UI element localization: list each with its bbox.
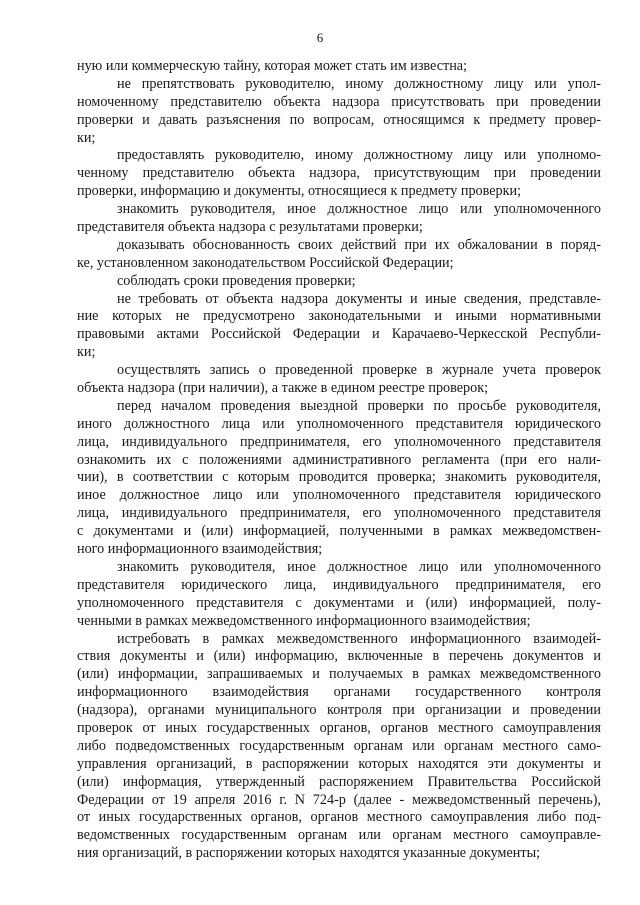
text-line: знакомить руководителя, иное должностное лицо или уполномоченного [117,201,601,218]
text-line: чии), в соответствии с которым проводится проверка; знакомить руководителя, [77,469,601,486]
text-line: не требовать от объекта надзора документы и иные сведения, представле- [117,290,601,307]
text-line: ния организаций, в распоряжении которых находятся указанные документы; [77,845,541,862]
text-line: иного должностного лица или уполномоченного представителя юридического [77,415,601,432]
text-line: представителя объекта надзора с результатами проверки; [77,219,423,236]
text-line: ке, установленном законодательством Российской Федерации; [77,254,454,271]
text-line: ствия документы и (или) информацию, включенные в перечень документов и [77,648,601,665]
text-line: (или) информации, запрашиваемых и получаемых в рамках межведомственного [77,666,601,683]
text-line: с документами и (или) информацией, полученными в рамках межведомствен- [77,523,601,540]
text-line: не препятствовать руководителю, иному должностному лицу или упол- [117,75,601,92]
text-line: либо подведомственных государственным органам или органам местного само- [77,737,601,754]
text-line: (или) информация, утвержденный распоряжением Правительства Российской [77,773,601,790]
text-line: ки; [77,129,96,146]
text-line: проверки и давать разъяснения по вопросам, относящимся к предмету провер- [77,111,601,128]
text-line: ченными в рамках межведомственного информационного взаимодействия; [77,612,531,629]
text-line: правовыми актами Российской Федерации и Карачаево-Черкесской Республи- [77,326,601,343]
text-line: ведомственных государственным органам или органам местного самоуправле- [77,827,601,844]
text-line: номоченному представителю объекта надзора присутствовать при проведении [77,93,601,110]
text-line: информационного взаимодействия органами государственного контроля [77,684,601,701]
text-line: проверок от иных государственных органов, органов местного самоуправления [77,719,601,736]
text-line: истребовать в рамках межведомственного информационного взаимодей- [117,630,601,647]
text-line: (надзора), органами муниципального контроля при организации и проведении [77,702,601,719]
text-line: иное должностное лицо или уполномоченного представителя юридического [77,487,601,504]
text-line: осуществлять запись о проведенной проверке в журнале учета проверок [117,362,601,379]
text-line: лица, индивидуального предпринимателя, его уполномоченного представителя [77,433,601,450]
text-line: лица, индивидуального предпринимателя, его уполномоченного представителя [77,505,601,522]
text-line: представителя юридического лица, индивидуального предпринимателя, его [77,576,601,593]
body-text [77,58,601,863]
text-line: знакомить руководителя, иное должностное лицо или уполномоченного [117,558,601,575]
text-line: ченному представителю объекта надзора, присутствующим при проведении [77,165,601,182]
text-line: ного информационного взаимодействия; [77,541,323,558]
text-line: Федерации от 19 апреля 2016 г. N 724-р (далее - межведомственный перечень), [77,791,601,808]
text-line: перед началом проведения выездной проверки по просьбе руководителя, [117,397,601,414]
text-line: ки; [77,344,96,361]
text-line: соблюдать сроки проведения проверки; [117,272,356,289]
text-line: предоставлять руководителю, иному должностному лицу или уполномо- [117,147,601,164]
text-line: от иных государственных органов, органов местного самоуправления либо под- [77,809,601,826]
text-line: ние которых не предусмотрено законодательными и иными нормативными [77,308,601,325]
page-number: 6 [316,30,324,45]
text-line: ную или коммерческую тайну, которая может стать им известна; [77,58,468,74]
text-line: доказывать обоснованность своих действий при их обжаловании в поряд- [117,236,601,253]
text-line: объекта надзора (при наличии), а также в едином реестре проверок; [77,380,489,397]
text-line: управления организаций, в распоряжении которых находятся эти документы и [77,755,601,772]
text-line: ознакомить их с положениями административного регламента (при его нали- [77,451,601,468]
text-line: проверки, информацию и документы, относящиеся к предмету проверки; [77,183,522,200]
text-line: уполномоченного представителя с документами и (или) информацией, полу- [77,594,601,611]
